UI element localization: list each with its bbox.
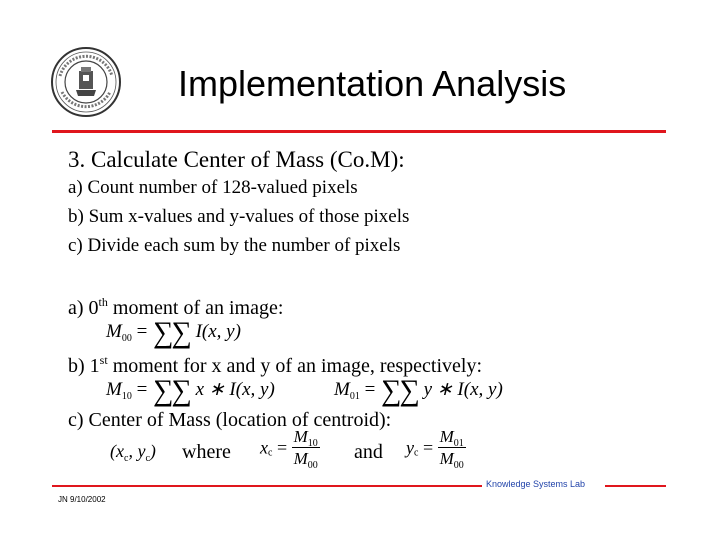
yc-den-sub: 00: [453, 460, 464, 471]
m01-rhs: y ∗ I(x, y): [423, 379, 503, 400]
moment-one-sup: st: [99, 353, 108, 367]
xc-fraction: [292, 427, 320, 471]
section-heading: 3. Calculate Center of Mass (Co.M):: [68, 147, 405, 172]
yc-num-m: M: [439, 427, 454, 446]
footer-divider-right: [605, 485, 666, 487]
m10-lhs: M: [106, 379, 122, 400]
where-label: where: [182, 441, 231, 463]
yc-num-sub: 01: [453, 438, 464, 449]
slide-date: JN 9/10/2002: [58, 495, 106, 504]
university-seal-icon: [50, 46, 122, 118]
moment-zero-prefix: a) 0: [68, 297, 99, 319]
m01-equation: [334, 376, 503, 406]
m10-rhs: x ∗ I(x, y): [195, 379, 275, 400]
m00-equals: =: [136, 321, 148, 342]
yc-numerator: [438, 428, 466, 448]
slide-title: Implementation Analysis: [178, 63, 567, 104]
yc-equals: =: [422, 437, 434, 458]
double-sum-icon: ∑∑: [153, 374, 190, 407]
footer-divider-left: [52, 485, 482, 487]
m01-equals: =: [364, 379, 376, 400]
m00-lhs: M: [106, 321, 122, 342]
xc-numerator: [292, 428, 320, 448]
xc-num-sub: 10: [307, 438, 318, 449]
xc-den-sub: 00: [307, 460, 318, 471]
moment-zero-text: moment of an image:: [107, 297, 284, 319]
moment-zero-sup: th: [98, 295, 108, 309]
m10-sub: 10: [121, 391, 132, 402]
m01-sub: 01: [349, 391, 360, 402]
double-sum-icon: ∑∑: [381, 374, 418, 407]
title-divider: [52, 130, 666, 133]
centroid-ysub: c: [145, 453, 150, 464]
yc-lhs: y: [406, 437, 414, 458]
step-b: b) Sum x-values and y-values of those pixels: [68, 206, 410, 227]
m00-sub: 00: [121, 333, 132, 344]
xc-denominator: [292, 448, 320, 471]
m10-equation: [106, 376, 275, 406]
moment-zero-label: [68, 295, 284, 319]
yc-denominator: [438, 448, 466, 471]
moment-one-prefix: b) 1: [68, 355, 100, 377]
yc-equation: [406, 427, 466, 471]
xc-equation: [260, 427, 320, 471]
centroid-mid: , y: [128, 441, 146, 461]
and-label: and: [354, 441, 383, 463]
step-c: c) Divide each sum by the number of pixels: [68, 235, 401, 256]
centroid-open: (x: [110, 441, 124, 461]
xc-lhs: x: [260, 437, 268, 458]
xc-num-m: M: [293, 427, 308, 446]
yc-fraction: [438, 427, 466, 471]
center-of-mass-label: c) Center of Mass (location of centroid):: [68, 409, 392, 431]
xc-den-m: M: [293, 449, 308, 468]
step-a: a) Count number of 128-valued pixels: [68, 177, 358, 198]
moment-one-text: moment for x and y of an image, respectively:: [107, 355, 483, 377]
centroid-close: ): [149, 441, 156, 461]
m10-equals: =: [136, 379, 148, 400]
m00-rhs: I(x, y): [195, 321, 241, 342]
m01-lhs: M: [334, 379, 350, 400]
xc-equals: =: [276, 437, 288, 458]
centroid-expression: [110, 441, 156, 464]
centroid-xsub: c: [123, 453, 129, 464]
double-sum-icon: ∑∑: [153, 316, 190, 349]
yc-sub: c: [414, 447, 419, 459]
xc-sub: c: [268, 447, 273, 459]
m00-equation: [106, 318, 241, 348]
moment-one-label: [68, 353, 483, 377]
lab-name: Knowledge Systems Lab: [482, 480, 589, 489]
yc-den-m: M: [439, 449, 454, 468]
